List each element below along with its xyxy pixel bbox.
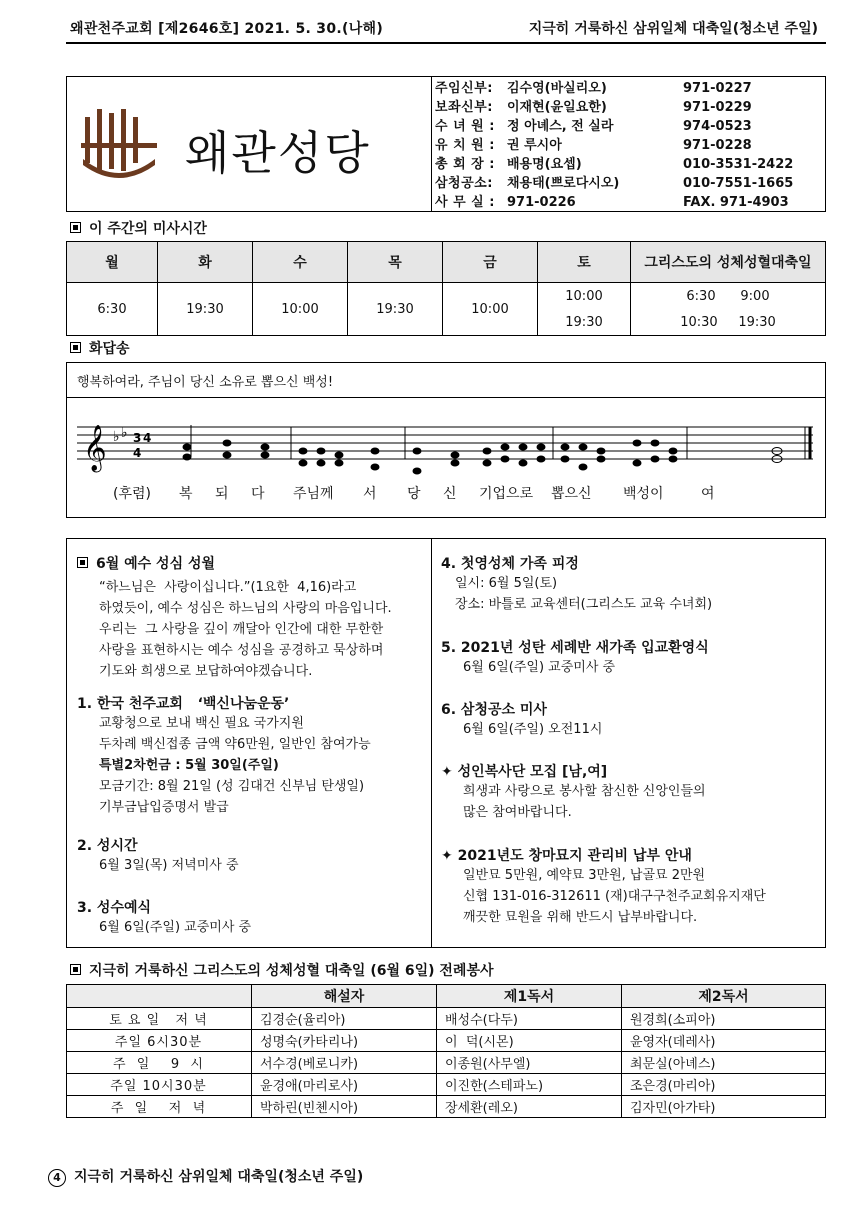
second-reader: 원경희(소피아) <box>622 1008 826 1030</box>
commentator: 윤경애(마리로사) <box>252 1074 437 1096</box>
mass-time: 6:30 <box>67 283 158 336</box>
lyric-syllable: 기업으로 <box>479 486 534 502</box>
staff-name: 정 아녜스, 전 실라 <box>507 119 614 134</box>
psalm-box <box>66 362 826 518</box>
staff-row <box>435 136 825 155</box>
table-row <box>67 1052 826 1074</box>
second-reader: 최문실(아녜스) <box>622 1052 826 1074</box>
item-altar-servers <box>441 761 706 823</box>
mass-title-text: 이 주간의 미사시간 <box>89 221 207 237</box>
announcements-box <box>66 538 826 948</box>
parish-info-box <box>66 76 826 212</box>
parish-logo-icon <box>81 109 157 179</box>
page-number: 4 <box>48 1169 66 1187</box>
page-footer <box>48 1166 363 1187</box>
square-bullet-icon <box>70 342 81 353</box>
svg-text:3: 3 <box>133 431 142 445</box>
staff-name: 권 루시아 <box>507 138 562 153</box>
item-welcome-ceremony <box>441 637 709 678</box>
text-line: 두차례 백신접종 금액 약6만원, 일반인 참여가능 <box>99 737 371 752</box>
first-reader: 장세환(레오) <box>437 1096 622 1118</box>
duties-header: 제1독서 <box>437 985 622 1008</box>
svg-text:♭: ♭ <box>121 425 128 441</box>
staff-row <box>435 98 825 117</box>
logo-area <box>67 77 432 211</box>
first-reader: 배성수(다두) <box>437 1008 622 1030</box>
item-title: 1. 한국 천주교회 ‘백신나눔운동’ <box>77 696 290 712</box>
psalm-section-title <box>70 338 130 358</box>
lyric-syllable: 주님께 <box>293 486 334 502</box>
staff-phone: 974-0523 <box>683 119 752 134</box>
staff-role: 주임신부: <box>435 81 493 96</box>
commentator: 박하린(빈첸시아) <box>252 1096 437 1118</box>
special-collection: 특별2차헌금 : 5월 30일(주일) <box>99 758 279 773</box>
day-header: 토 <box>538 242 631 283</box>
item-body <box>441 781 706 823</box>
table-row <box>67 1030 826 1052</box>
second-reader: 김자민(아가타) <box>622 1096 826 1118</box>
staff-row <box>435 117 825 136</box>
intro-title <box>77 553 392 573</box>
intro-title-text: 6월 예수 성심 성월 <box>96 556 216 572</box>
item-title: 2. 성시간 <box>77 838 138 854</box>
item-holy-hour <box>77 835 239 876</box>
day-header: 화 <box>158 242 253 283</box>
mass-time: 19:30 <box>158 283 253 336</box>
staff-name: 971-0226 <box>507 195 576 210</box>
music-staff-icon <box>77 415 817 475</box>
text-line: 기부금납입증명서 발급 <box>99 800 229 815</box>
item-title: 3. 성수예식 <box>77 900 152 916</box>
intro-block <box>77 553 392 682</box>
staff-name: 이재현(윤일요한) <box>507 100 607 115</box>
text-line: 우리는 그 사랑을 깊이 깨달아 인간에 대한 무한한 <box>99 622 384 637</box>
staff-phone: 971-0227 <box>683 81 752 96</box>
lyric-syllable: 복 <box>179 486 193 502</box>
item-title: 4. 첫영성체 가족 피정 <box>441 556 579 572</box>
staff-role: 총 회 장 : <box>435 157 495 172</box>
lyric-syllable: 뽑으신 <box>551 486 592 502</box>
text-line: 많은 참여바랍니다. <box>463 805 572 820</box>
mass-slot: 토 요 일 저 녁 <box>67 1008 252 1030</box>
svg-text:4: 4 <box>133 446 142 460</box>
item-holy-water <box>77 897 251 938</box>
parish-logo-text: 왜관성당 <box>185 126 371 180</box>
staff-phone: 010-3531-2422 <box>683 157 794 172</box>
staff-role: 유 치 원 : <box>435 138 495 153</box>
day-header: 목 <box>348 242 443 283</box>
text-line: 일반묘 5만원, 예약묘 3만원, 납골묘 2만원 <box>463 868 706 883</box>
text-line: 사랑을 표현하시는 예수 성심을 공경하고 묵상하며 <box>99 643 384 658</box>
mass-time: 10:00 <box>538 283 631 310</box>
text-line: 기도와 희생으로 보답하여야겠습니다. <box>99 664 313 679</box>
duties-header: 제2독서 <box>622 985 826 1008</box>
text-line: 모금기간: 8월 21일 (성 김대건 신부님 탄생일) <box>99 779 365 794</box>
square-bullet-icon <box>77 557 88 568</box>
duties-header-row <box>67 985 826 1008</box>
mass-time: 19:30 <box>348 283 443 336</box>
duties-section-title <box>70 960 494 980</box>
psalm-refrain: 행복하여라, 주님이 당신 소유로 뽑으신 백성! <box>77 375 334 390</box>
mass-slot: 주 일 9 시 <box>67 1052 252 1074</box>
item-body <box>77 713 371 818</box>
mass-time: 10:00 <box>443 283 538 336</box>
duties-header: 해설자 <box>252 985 437 1008</box>
staff-directory <box>435 79 825 212</box>
text-line: 희생과 사랑으로 봉사할 참신한 신앙인들의 <box>463 784 706 799</box>
mass-section-title <box>70 218 207 238</box>
mass-time: 6:30 9:00 <box>631 283 826 310</box>
mass-header-row <box>67 242 826 283</box>
text-line: 신협 131-016-312611 (재)대구구천주교회유지재단 <box>463 889 766 904</box>
text-line: 6월 6일(주일) 교중미사 중 <box>463 660 616 675</box>
first-reader: 이진한(스테파노) <box>437 1074 622 1096</box>
day-header: 그리스도의 성체성혈대축일 <box>631 242 826 283</box>
lyric-syllable: 여 <box>701 486 715 502</box>
lyric-syllable: 되 <box>215 486 229 502</box>
duties-table <box>66 984 826 1118</box>
table-row <box>67 1096 826 1118</box>
duties-header <box>67 985 252 1008</box>
staff-row <box>435 155 825 174</box>
second-reader: 윤영자(데레사) <box>622 1030 826 1052</box>
mass-slot: 주일 10시30분 <box>67 1074 252 1096</box>
text-line: 6월 6일(주일) 오전11시 <box>463 722 603 737</box>
text-line: 장소: 바틀로 교육센터(그리스도 교육 수녀회) <box>455 597 713 612</box>
staff-role: 수 녀 원 : <box>435 119 495 134</box>
square-bullet-icon <box>70 964 81 975</box>
duties-title-text: 지극히 거룩하신 그리스도의 성체성혈 대축일 (6월 6일) 전례봉사 <box>89 963 494 979</box>
text-line: 깨끗한 묘원을 위해 반드시 납부바랍니다. <box>463 910 698 925</box>
mass-time: 10:30 19:30 <box>631 309 826 336</box>
first-reader: 이종원(사무엘) <box>437 1052 622 1074</box>
lyric-syllable: 서 <box>363 486 377 502</box>
header-rule <box>66 42 826 44</box>
psalm-rule <box>67 397 825 398</box>
text-line: 6월 6일(주일) 교중미사 중 <box>99 920 252 935</box>
feast-title: 지극히 거룩하신 삼위일체 대축일(청소년 주일) <box>528 21 818 37</box>
item-title: 6. 삼청공소 미사 <box>441 702 547 718</box>
day-header: 금 <box>443 242 538 283</box>
staff-role: 사 무 실 : <box>435 195 495 210</box>
footer-text: 지극히 거룩하신 삼위일체 대축일(청소년 주일) <box>74 1169 364 1185</box>
item-title: ✦ 2021년도 창마묘지 관리비 납부 안내 <box>441 848 692 864</box>
table-row <box>67 1008 826 1030</box>
lyric-syllable: 다 <box>251 486 265 502</box>
staff-phone: 971-0228 <box>683 138 752 153</box>
day-header: 수 <box>253 242 348 283</box>
svg-text:4: 4 <box>143 431 152 445</box>
commentator: 서수경(베로니카) <box>252 1052 437 1074</box>
item-title: ✦ 성인복사단 모집 [남,여] <box>441 764 608 780</box>
lyric-syllable: 백성이 <box>623 486 664 502</box>
lyric-syllable: 당 <box>407 486 421 502</box>
text-line: 일시: 6월 5일(토) <box>455 576 558 591</box>
bulletin-issue: 왜관천주교회 [제2646호] 2021. 5. 30.(나해) <box>70 21 384 37</box>
staff-name: 김수영(바실리오) <box>507 81 607 96</box>
item-body <box>441 573 712 615</box>
column-divider <box>431 539 432 947</box>
item-samcheong-mass <box>441 699 602 740</box>
staff-role: 삼청공소: <box>435 176 493 191</box>
staff-role: 보좌신부: <box>435 100 493 115</box>
mass-slot: 주일 6시30분 <box>67 1030 252 1052</box>
intro-body <box>77 577 392 682</box>
text-line: 6월 3일(목) 저녁미사 중 <box>99 858 239 873</box>
staff-row <box>435 174 825 193</box>
svg-text:𝄞: 𝄞 <box>83 425 107 471</box>
lyric-syllable: 신 <box>443 486 457 502</box>
second-reader: 조은경(마리아) <box>622 1074 826 1096</box>
item-first-communion <box>441 553 712 615</box>
svg-text:♭: ♭ <box>113 429 120 445</box>
staff-row <box>435 79 825 98</box>
commentator: 김경순(율리아) <box>252 1008 437 1030</box>
item-title: 5. 2021년 성탄 세례반 새가족 입교환영식 <box>441 640 709 656</box>
table-row <box>67 1074 826 1096</box>
staff-row <box>435 193 825 212</box>
mass-time-row <box>67 283 826 310</box>
first-reader: 이 덕(시몬) <box>437 1030 622 1052</box>
square-bullet-icon <box>70 222 81 233</box>
lyric-syllable: (후렴) <box>113 486 151 502</box>
text-line: “하느님은 사랑이십니다.”(1요한 4,16)라고 <box>99 580 357 595</box>
staff-name: 채용태(쁘로다시오) <box>507 176 620 191</box>
day-header: 월 <box>67 242 158 283</box>
commentator: 성명숙(카타리나) <box>252 1030 437 1052</box>
mass-time: 19:30 <box>538 309 631 336</box>
item-vaccine <box>77 693 371 818</box>
staff-phone: 010-7551-1665 <box>683 176 794 191</box>
mass-slot: 주 일 저 녁 <box>67 1096 252 1118</box>
item-cemetery-fee <box>441 845 766 928</box>
text-line: 교황청으로 보내 백신 필요 국가지원 <box>99 716 304 731</box>
mass-time: 10:00 <box>253 283 348 336</box>
mass-schedule-table <box>66 241 826 336</box>
psalm-title-text: 화답송 <box>89 341 130 357</box>
item-body <box>441 865 766 928</box>
staff-phone: FAX. 971-4903 <box>683 195 789 210</box>
text-line: 하였듯이, 예수 성심은 하느님의 사랑의 마음입니다. <box>99 601 392 616</box>
staff-name: 배용명(요셉) <box>507 157 582 172</box>
staff-phone: 971-0229 <box>683 100 752 115</box>
